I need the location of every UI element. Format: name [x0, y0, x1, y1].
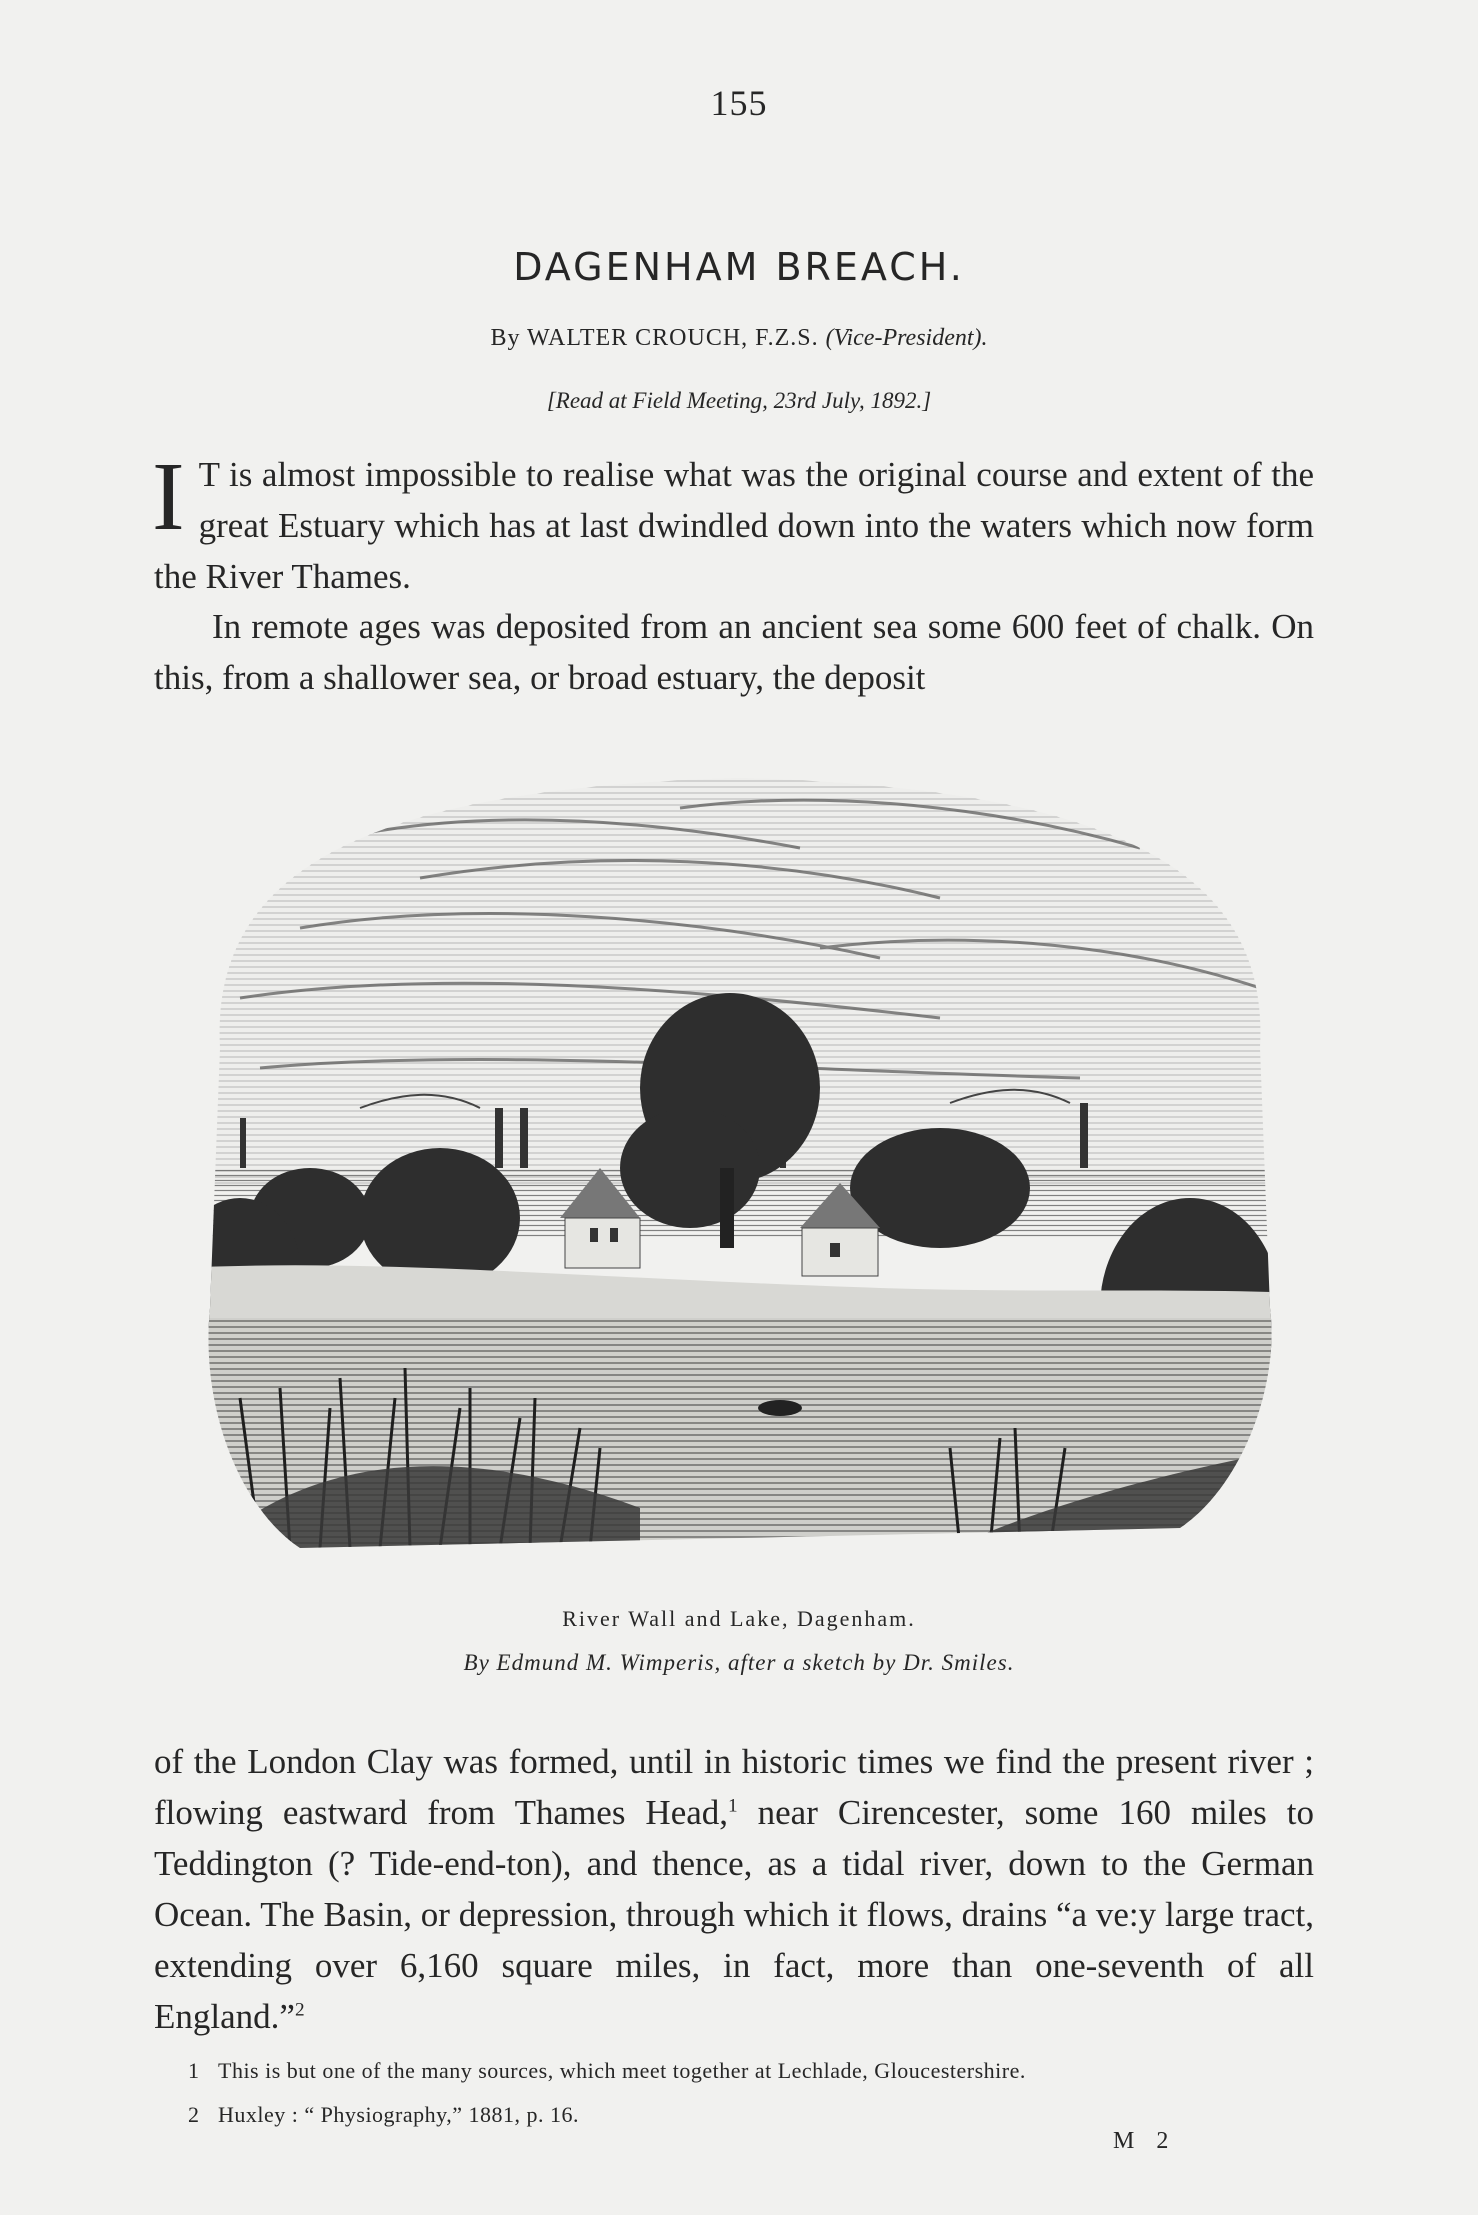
drop-cap: I	[152, 443, 185, 551]
footnote-ref-2: 2	[294, 1999, 305, 2021]
figure-credit: By Edmund M. Wimperis, after a sketch by Dr. Smiles.	[463, 1650, 1015, 1675]
author-name: By WALTER CROUCH, F.Z.S.	[490, 325, 826, 351]
footnote-1-number: 1	[188, 2058, 200, 2083]
page-number: 155	[710, 83, 768, 123]
paragraph-3-text-b: near Cirencester, some 160 miles to Teddington (? Tide-end-ton), and thence, as a tidal river, down to the German Ocean. The Basin, or depression, through which it flows, drains “a ve:y large tract, extending over 6,160 square miles, in fact, more than one-seventh of all England.”	[154, 1793, 1314, 2036]
paragraph-3-text-a: of the London Clay was formed, until in historic times we find the present river ; flowing eastward from Thames Head,	[154, 1742, 1314, 1832]
engraving-illustration	[180, 748, 1300, 1588]
footnote-2-text: Huxley : “ Physiography,” 1881, p. 16.	[218, 2102, 579, 2127]
footnote-2	[188, 2102, 1328, 2128]
printer-signature: M 2	[1113, 2128, 1177, 2154]
footnote-1	[188, 2058, 1328, 2084]
paragraph-2: In remote ages was deposited from an ancient sea some 600 feet of chalk. On this, from a shallower sea, or broad estuary, the deposit	[154, 607, 1314, 697]
figure-caption: River Wall and Lake, Dagenham.	[562, 1606, 916, 1631]
article-title: DAGENHAM BREACH.	[513, 245, 965, 289]
author-role: (Vice-President).	[825, 325, 988, 351]
footnote-2-number: 2	[188, 2102, 200, 2127]
paragraph-3	[154, 1736, 1314, 2042]
author-byline	[0, 325, 1478, 352]
paragraph-1	[152, 443, 1314, 602]
footnote-ref-1: 1	[728, 1795, 738, 1817]
footnote-1-text: This is but one of the many sources, which meet together at Lechlade, Gloucestershire.	[218, 2058, 1026, 2083]
paragraph-1-text: T is almost impossible to realise what was the original course and extent of the great Estuary which has at last dwindled down into the waters which now form the River Thames.	[154, 455, 1314, 596]
reading-note: [Read at Field Meeting, 23rd July, 1892.]	[546, 388, 932, 413]
